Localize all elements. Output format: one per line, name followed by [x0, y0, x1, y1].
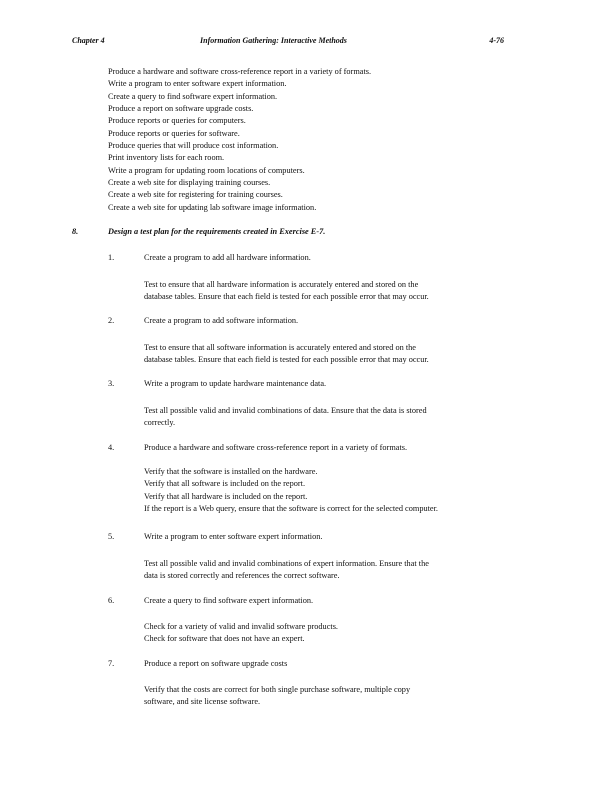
item-title: Create a query to find software expert information.	[144, 596, 314, 605]
list-item: Create a query to find software expert information.	[108, 91, 278, 101]
description-line: Check for software that does not have an expert.	[144, 634, 305, 644]
intro-requirements-list	[108, 66, 548, 214]
item-number: 4.	[108, 443, 115, 452]
chapter-label: Chapter 4	[72, 36, 105, 45]
list-item: Produce a hardware and software cross-reference report in a variety of formats.	[108, 67, 372, 76]
item-title: Produce a report on software upgrade costs	[144, 659, 288, 668]
list-item: Produce a report on software upgrade costs.	[108, 104, 254, 114]
description-line: Test all possible valid and invalid combinations of data. Ensure that the data is stored	[144, 406, 427, 415]
description-line: software, and site license software.	[144, 697, 261, 707]
exercise-title: Design a test plan for the requirements created in Exercise E-7.	[108, 227, 326, 236]
description-line: data is stored correctly and references the correct software.	[144, 571, 340, 581]
list-item: Produce reports or queries for computers.	[108, 116, 246, 126]
item-number: 5.	[108, 532, 115, 541]
page-number: 4-76	[489, 36, 504, 45]
item-description	[144, 684, 410, 709]
item-description	[144, 558, 429, 583]
item-number: 6.	[108, 596, 115, 605]
description-line: Test to ensure that all software information is accurately entered and stored on the	[144, 343, 416, 352]
item-description	[144, 466, 438, 516]
list-item: Create a web site for updating lab software image information.	[108, 202, 317, 212]
description-line: correctly.	[144, 418, 176, 428]
item-title: Write a program to enter software expert information.	[144, 532, 323, 541]
description-line: Check for a variety of valid and invalid software products.	[144, 622, 338, 631]
item-title: Create a program to add all hardware information.	[144, 253, 311, 262]
description-line: Verify that all hardware is included on the report.	[144, 491, 308, 501]
description-line: database tables. Ensure that each field is tested for each possible error that may occur.	[144, 355, 429, 365]
item-title: Produce a hardware and software cross-reference report in a variety of formats.	[144, 443, 408, 452]
item-description	[144, 279, 429, 304]
list-item: Create a web site for registering for training courses.	[108, 190, 283, 200]
list-item: Write a program for updating room locations of computers.	[108, 165, 305, 175]
description-line: Test to ensure that all hardware information is accurately entered and stored on the	[144, 280, 419, 289]
list-item: Produce queries that will produce cost information.	[108, 141, 279, 151]
item-number: 1.	[108, 253, 115, 262]
item-number: 2.	[108, 316, 115, 325]
chapter-title: Information Gathering: Interactive Methods	[200, 36, 347, 45]
exercise-number: 8.	[72, 227, 79, 236]
description-line: database tables. Ensure that each field is tested for each possible error that may occur.	[144, 292, 429, 302]
item-title: Write a program to update hardware maintenance data.	[144, 379, 327, 388]
description-line: Verify that all software is included on the report.	[144, 479, 306, 489]
description-line: Verify that the software is installed on the hardware.	[144, 467, 318, 476]
page-header	[72, 36, 504, 47]
item-description	[144, 342, 429, 367]
exercise-heading	[72, 227, 542, 239]
description-line: Verify that the costs are correct for both single purchase software, multiple copy	[144, 685, 411, 694]
description-line: If the report is a Web query, ensure that the software is correct for the selected computer.	[144, 504, 438, 514]
list-item: Create a web site for displaying training courses.	[108, 178, 271, 188]
item-number: 3.	[108, 379, 115, 388]
list-item: Print inventory lists for each room.	[108, 153, 225, 163]
item-description	[144, 405, 427, 430]
item-title: Create a program to add software information.	[144, 316, 299, 325]
item-number: 7.	[108, 659, 115, 668]
list-item: Write a program to enter software expert information.	[108, 79, 287, 89]
list-item: Produce reports or queries for software.	[108, 128, 240, 138]
item-description	[144, 621, 338, 646]
description-line: Test all possible valid and invalid combinations of expert information. Ensure that the	[144, 559, 429, 568]
